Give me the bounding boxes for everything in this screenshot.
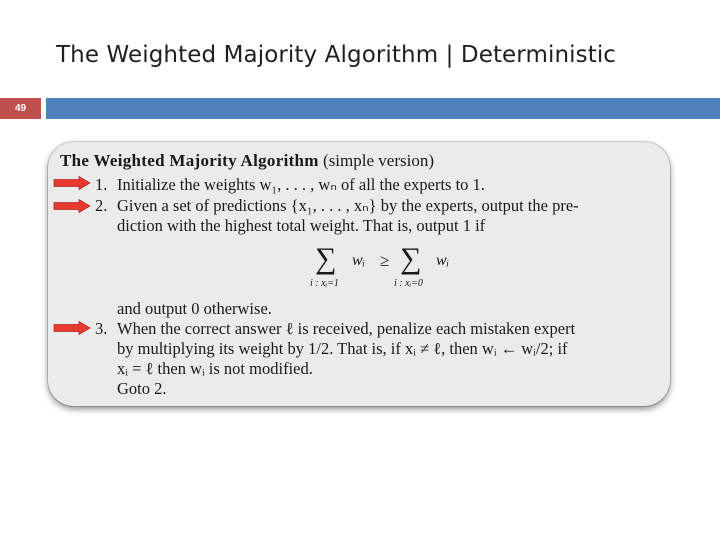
red-arrow-icon: [53, 321, 91, 335]
red-arrow-icon: [53, 199, 91, 213]
step-3-line-4: Goto 2.: [117, 379, 167, 398]
step-3-number: 3.: [95, 319, 108, 338]
step-3-line-2: by multiplying its weight by 1/2. That is, if xᵢ ≠ ℓ, then wᵢ ← wᵢ/2; if: [117, 339, 568, 358]
sum-left-subscript: i : xᵢ=1: [310, 278, 339, 289]
sum-symbol-right: ∑: [400, 242, 422, 275]
step-3-line-3: xᵢ = ℓ then wᵢ is not modified.: [117, 359, 313, 378]
sum-symbol-left: ∑: [315, 242, 337, 275]
slide-title: The Weighted Majority Algorithm | Deterministic: [56, 42, 617, 68]
algorithm-box: [48, 142, 670, 406]
step-1-number: 1.: [95, 175, 108, 194]
formula-term-left: wᵢ: [352, 252, 366, 269]
formula-relation: ≥: [380, 251, 390, 270]
step-1-text: Initialize the weights w₁, . . . , wₙ of all the experts to 1.: [117, 175, 485, 194]
title-accent-bar: [46, 98, 720, 119]
sum-right-subscript: i : xᵢ=0: [394, 278, 423, 289]
algorithm-title-suffix: (simple version): [323, 151, 434, 170]
algorithm-title-bold: The Weighted Majority Algorithm: [60, 151, 319, 170]
formula-term-right: wᵢ: [436, 252, 450, 269]
step-2-line-2: diction with the highest total weight. That is, output 1 if: [117, 216, 486, 235]
step-3-line-1: When the correct answer ℓ is received, penalize each mistaken expert: [117, 319, 576, 338]
step-2-number: 2.: [95, 196, 108, 215]
red-arrow-icon: [53, 176, 91, 190]
slide-number: 49: [0, 98, 41, 119]
step-2-line-1: Given a set of predictions {x₁, . . . , xₙ} by the experts, output the pre-: [117, 196, 579, 215]
weighted-sum-formula: [310, 242, 480, 292]
step-2-line-3: and output 0 otherwise.: [117, 299, 272, 318]
algorithm-title: [60, 151, 434, 171]
